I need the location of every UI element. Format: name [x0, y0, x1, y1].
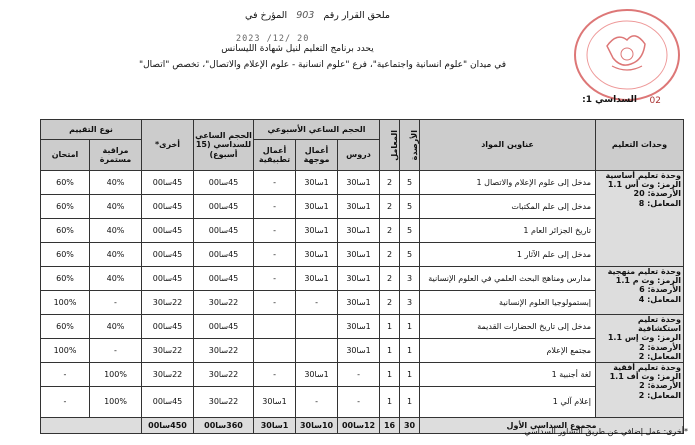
cell-coef: 2	[380, 195, 400, 219]
cell-lectures: -	[338, 363, 380, 387]
subject-title: تاريخ الجزائر العام 1	[420, 219, 596, 243]
cell-coef: 2	[380, 291, 400, 315]
cell-tutorials: 1سا30	[296, 243, 338, 267]
cell-tutorials	[296, 339, 338, 363]
header-coefficient: المعامل	[380, 120, 400, 171]
curriculum-table	[40, 119, 684, 434]
cell-exam: -	[41, 387, 90, 418]
table-row	[41, 243, 684, 267]
cell-volume: 45سا00	[194, 315, 254, 339]
unit-coef: المعامل: 2	[638, 390, 682, 400]
cell-practical: -	[254, 171, 296, 195]
unit-credits: الأرصدة: 6	[639, 285, 682, 295]
cell-continuous: -	[90, 291, 142, 315]
cell-continuous: 40%	[90, 171, 142, 195]
table-row	[41, 315, 684, 339]
cell-continuous: 40%	[90, 195, 142, 219]
unit-code: الرمز: وت م 1.1	[615, 276, 682, 286]
unit-credits: الأرصدة: 2	[639, 342, 682, 352]
unit-code: الرمز: وت أس 1.1	[607, 180, 682, 190]
cell-coef: 2	[380, 219, 400, 243]
subject-title: لغة أجنبية 1	[420, 363, 596, 387]
cell-continuous: 40%	[90, 267, 142, 291]
cell-other: 22سا30	[142, 339, 194, 363]
unit-coef: المعامل: 8	[638, 198, 682, 208]
cell-lectures: 1سا30	[338, 315, 380, 339]
cell-tutorials: 1سا30	[296, 171, 338, 195]
cell-exam: 100%	[41, 339, 90, 363]
cell-continuous: 40%	[90, 243, 142, 267]
subject-title: مدخل إلى علوم الإعلام والاتصال 1	[420, 171, 596, 195]
cell-lectures: 1سا30	[338, 291, 380, 315]
table-row	[41, 195, 684, 219]
table-row	[41, 171, 684, 195]
cell-practical: -	[254, 195, 296, 219]
unit-cell	[596, 171, 684, 267]
total-volume: 360سا00	[194, 418, 254, 434]
field-line: في ميدان "علوم انسانية واجتماعية"، فرع "علوم انسانية - علوم الإعلام والاتصال"، تخصص "اتصال"	[139, 60, 506, 70]
header-evaluation: نوع التقييم	[41, 120, 142, 140]
cell-other: 45سا00	[142, 315, 194, 339]
cell-volume: 45سا00	[194, 195, 254, 219]
header-semester-volume: الحجم الساعي للسداسي (15 أسبوع)	[194, 120, 254, 171]
cell-tutorials: 1سا30	[296, 219, 338, 243]
cell-credits: 5	[400, 171, 420, 195]
cell-other: 45سا00	[142, 219, 194, 243]
header-practical: أعمال تطبيقية	[254, 140, 296, 171]
cell-credits: 1	[400, 315, 420, 339]
unit-credits: الأرصدة: 2	[639, 381, 682, 391]
cell-credits: 1	[400, 387, 420, 418]
cell-credits: 3	[400, 267, 420, 291]
cell-other: 45سا00	[142, 171, 194, 195]
cell-tutorials: 1سا30	[296, 195, 338, 219]
unit-name: وحدة تعليم استكشافية	[637, 315, 682, 334]
cell-volume: 45سا00	[194, 171, 254, 195]
header-other: أخرى*	[142, 120, 194, 171]
cell-coef: 1	[380, 387, 400, 418]
table-row	[41, 387, 684, 418]
header-units: وحدات التعليم	[596, 120, 684, 171]
cell-continuous: 100%	[90, 387, 142, 418]
unit-name: وحدة تعليم منهجية	[607, 267, 682, 276]
dated-label: المؤرخ في	[245, 10, 288, 21]
unit-coef: المعامل: 2	[638, 351, 682, 361]
total-empty	[41, 418, 142, 434]
cell-exam: 60%	[41, 243, 90, 267]
annex-label: ملحق القرار رقم	[323, 10, 390, 21]
cell-volume: 45سا00	[194, 243, 254, 267]
cell-continuous: 40%	[90, 315, 142, 339]
unit-code: الرمز: وت إس 1.1	[607, 333, 682, 343]
cell-lectures: 1سا30	[338, 243, 380, 267]
header-lectures: دروس	[338, 140, 380, 171]
subject-title: مدخل إلى علم الآثار 1	[420, 243, 596, 267]
cell-coef: 2	[380, 267, 400, 291]
total-lectures: 12سا00	[338, 418, 380, 434]
unit-code: الرمز: وت أف 1.1	[609, 372, 682, 382]
cell-credits: 3	[400, 291, 420, 315]
total-label: مجموع السداسي الأول	[420, 418, 684, 434]
footnote: *أخرى: عمل إضافي عن طريق التشاور السداسي.	[521, 427, 688, 436]
cell-lectures: 1سا30	[338, 267, 380, 291]
cell-practical: 1سا30	[254, 387, 296, 418]
cell-lectures: 1سا30	[338, 339, 380, 363]
annex-header	[150, 10, 485, 21]
semester-label: السداسي 1:	[582, 95, 637, 105]
program-line: يحدد برنامج التعليم لنيل شهادة الليسانس	[221, 44, 374, 54]
table-row	[41, 363, 684, 387]
cell-coef: 2	[380, 171, 400, 195]
cell-credits: 5	[400, 219, 420, 243]
cell-credits: 5	[400, 195, 420, 219]
ministry-seal	[572, 6, 682, 104]
cell-continuous: -	[90, 339, 142, 363]
cell-practical: -	[254, 267, 296, 291]
cell-volume: 22سا30	[194, 291, 254, 315]
subject-title: مدخل إلى تاريخ الحضارات القديمة	[420, 315, 596, 339]
cell-volume: 45سا00	[194, 267, 254, 291]
unit-credits: الأرصدة: 20	[633, 189, 682, 199]
header-subjects: عناوين المواد	[420, 120, 596, 171]
cell-other: 45سا00	[142, 267, 194, 291]
table-row	[41, 267, 684, 291]
unit-cell	[596, 315, 684, 363]
total-coef: 16	[380, 418, 400, 434]
cell-tutorials: 1سا30	[296, 267, 338, 291]
cell-coef: 1	[380, 315, 400, 339]
subject-title: إبستمولوجيا العلوم الإنسانية	[420, 291, 596, 315]
semester-hand-note: 02	[649, 96, 661, 106]
cell-coef: 2	[380, 243, 400, 267]
subject-title: مدارس ومناهج البحث العلمي في العلوم الإنسانية	[420, 267, 596, 291]
handwritten-date: 2023 /12/ 20	[236, 34, 310, 44]
cell-exam: 60%	[41, 219, 90, 243]
cell-tutorials: -	[296, 291, 338, 315]
cell-tutorials	[296, 315, 338, 339]
cell-other: 22سا30	[142, 363, 194, 387]
total-practical: 1سا30	[254, 418, 296, 434]
header-continuous: مراقبة مستمرة	[90, 140, 142, 171]
cell-coef: 1	[380, 339, 400, 363]
unit-coef: المعامل: 4	[638, 294, 682, 304]
cell-credits: 1	[400, 339, 420, 363]
cell-credits: 1	[400, 363, 420, 387]
table-row	[41, 291, 684, 315]
cell-continuous: 40%	[90, 219, 142, 243]
unit-cell	[596, 267, 684, 315]
cell-practical: -	[254, 291, 296, 315]
unit-cell	[596, 363, 684, 418]
cell-practical: -	[254, 243, 296, 267]
cell-other: 45سا00	[142, 387, 194, 418]
table-row	[41, 339, 684, 363]
cell-lectures: 1سا30	[338, 219, 380, 243]
cell-practical: -	[254, 219, 296, 243]
header-tutorials: أعمال موجهة	[296, 140, 338, 171]
total-tutorials: 10سا30	[296, 418, 338, 434]
cell-lectures: 1سا30	[338, 195, 380, 219]
cell-volume: 22سا30	[194, 363, 254, 387]
total-other: 450سا00	[142, 418, 194, 434]
cell-exam: -	[41, 363, 90, 387]
cell-other: 22سا30	[142, 291, 194, 315]
decision-number: 903	[296, 10, 315, 21]
header-exam: امتحان	[41, 140, 90, 171]
cell-exam: 60%	[41, 195, 90, 219]
cell-tutorials: -	[296, 387, 338, 418]
cell-practical	[254, 339, 296, 363]
cell-continuous: 100%	[90, 363, 142, 387]
cell-practical	[254, 315, 296, 339]
cell-volume: 45سا00	[194, 219, 254, 243]
cell-tutorials: 1سا30	[296, 363, 338, 387]
unit-name: وحدة تعليم أفقية	[613, 363, 682, 372]
cell-practical: -	[254, 363, 296, 387]
header-weekly: الحجم الساعي الأسبوعي	[254, 120, 380, 140]
cell-coef: 1	[380, 363, 400, 387]
cell-exam: 60%	[41, 315, 90, 339]
cell-lectures: 1سا30	[338, 171, 380, 195]
cell-exam: 100%	[41, 291, 90, 315]
cell-lectures: -	[338, 387, 380, 418]
unit-name: وحدة تعليم أساسية	[605, 171, 682, 180]
cell-other: 45سا00	[142, 243, 194, 267]
cell-other: 45سا00	[142, 195, 194, 219]
cell-exam: 60%	[41, 267, 90, 291]
subject-title: مجتمع الإعلام	[420, 339, 596, 363]
cell-volume: 22سا30	[194, 387, 254, 418]
cell-exam: 60%	[41, 171, 90, 195]
subject-title: إعلام آلي 1	[420, 387, 596, 418]
cell-volume: 22سا30	[194, 339, 254, 363]
subject-title: مدخل إلى علم المكتبات	[420, 195, 596, 219]
total-credits: 30	[400, 418, 420, 434]
table-row	[41, 219, 684, 243]
header-credits: الأرصدة	[400, 120, 420, 171]
cell-credits: 5	[400, 243, 420, 267]
